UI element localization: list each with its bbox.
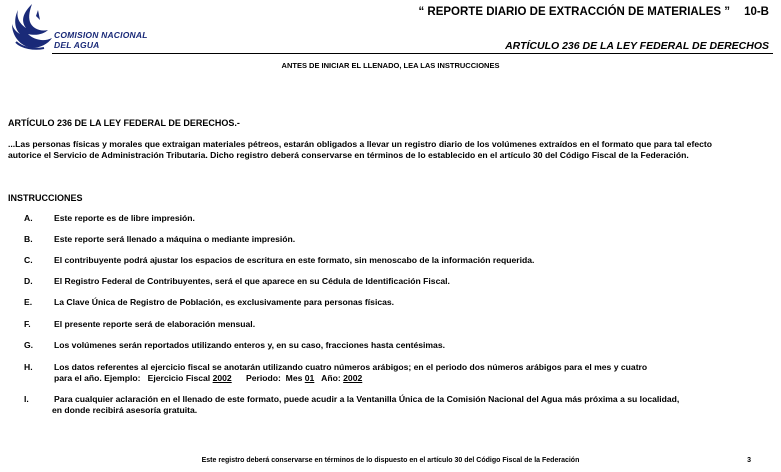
example-month: 01 [304,373,315,383]
form-code: 10-B [744,6,769,18]
instructions-notice: ANTES DE INICIAR EL LLENADO, LEA LAS INSTRUCCIONES [281,61,500,70]
instruction-text: Los volúmenes serán reportados utilizando enteros y, en su caso, fracciones hasta centésimas. [54,340,445,350]
instruction-text: Este reporte es de libre impresión. [54,213,195,223]
example-prefix: para el año. Ejemplo: Ejercicio Fiscal [54,373,213,383]
instruction-text: El presente reporte será de elaboración mensual. [54,319,256,329]
instruction-letter: D. [24,276,33,286]
instructions-title: INSTRUCCIONES [8,193,83,203]
example-period-label: Periodo: Mes [231,373,305,383]
instruction-item [24,319,771,330]
instruction-letter: B. [24,234,33,244]
instruction-item [24,276,771,287]
instruction-item [24,213,771,224]
instruction-item [24,394,771,416]
org-name [54,30,148,50]
article-heading: ARTÍCULO 236 DE LA LEY FEDERAL DE DERECHOS [505,40,769,52]
instruction-letter: H. [24,362,33,372]
instruction-text-line2: en donde recibirá asesoría gratuita. [52,405,198,415]
report-title-text: “ REPORTE DIARIO DE EXTRACCIÓN DE MATERIALES ” [418,6,731,18]
article-paragraph [8,139,771,161]
instruction-item [24,255,771,266]
header-divider [52,53,773,54]
example-year: 2002 [343,373,363,383]
instruction-item [24,362,771,384]
instruction-text: Los datos referentes al ejercicio fiscal se anotarán utilizando cuatro números arábigos; en el periodo dos números arábigos para el mes y cuatro [54,362,648,372]
cna-emblem-icon [10,2,56,52]
cna-logo [10,2,160,52]
instruction-item [24,340,771,351]
instruction-letter: G. [24,340,34,350]
instruction-item [24,234,771,245]
instruction-letter: I. [24,394,29,404]
page-number: 3 [747,457,751,464]
org-name-line1: COMISION NACIONAL [54,30,148,40]
article-text-line1: ...Las personas físicas y morales que extraigan materiales pétreos, estarán obligados a llevar un registro diario de los volúmenes extraídos en el formato que para tal efecto [8,139,712,149]
instruction-letter: C. [24,255,33,265]
instruction-text: La Clave Única de Registro de Población, es exclusivamente para personas físicas. [54,297,395,307]
instruction-letter: E. [24,297,33,307]
report-title [418,6,769,18]
instruction-letter: A. [24,213,33,223]
example-fiscal-year: 2002 [212,373,232,383]
instruction-text-line2 [54,373,771,384]
instruction-item [24,297,771,308]
instruction-text: Este reporte será llenado a máquina o mediante impresión. [54,234,296,244]
org-name-line2: DEL AGUA [54,40,100,50]
instruction-text: El contribuyente podrá ajustar los espacios de escritura en este formato, sin menoscabo de la información requerida. [54,255,535,265]
footer-note: Este registro deberá conservarse en términos de lo dispuesto en el artículo 30 del Código Fiscal de la Federación [201,457,580,464]
instruction-letter: F. [24,319,31,329]
example-year-label: Año: [314,373,344,383]
article-title: ARTÍCULO 236 DE LA LEY FEDERAL DE DERECHOS.- [8,118,240,128]
instruction-text: El Registro Federal de Contribuyentes, será el que aparece en su Cédula de Identificación Fiscal. [54,276,450,286]
instruction-text: Para cualquier aclaración en el llenado de este formato, puede acudir a la Ventanilla Única de la Comisión Nacional del Agua más próxima a su localidad, [54,394,680,404]
article-text-line2: autorice el Servicio de Administración Tributaria. Dicho registro deberá conservarse en términos de lo establecido en el artículo 30 del Código Fiscal de la Federación. [8,150,689,160]
